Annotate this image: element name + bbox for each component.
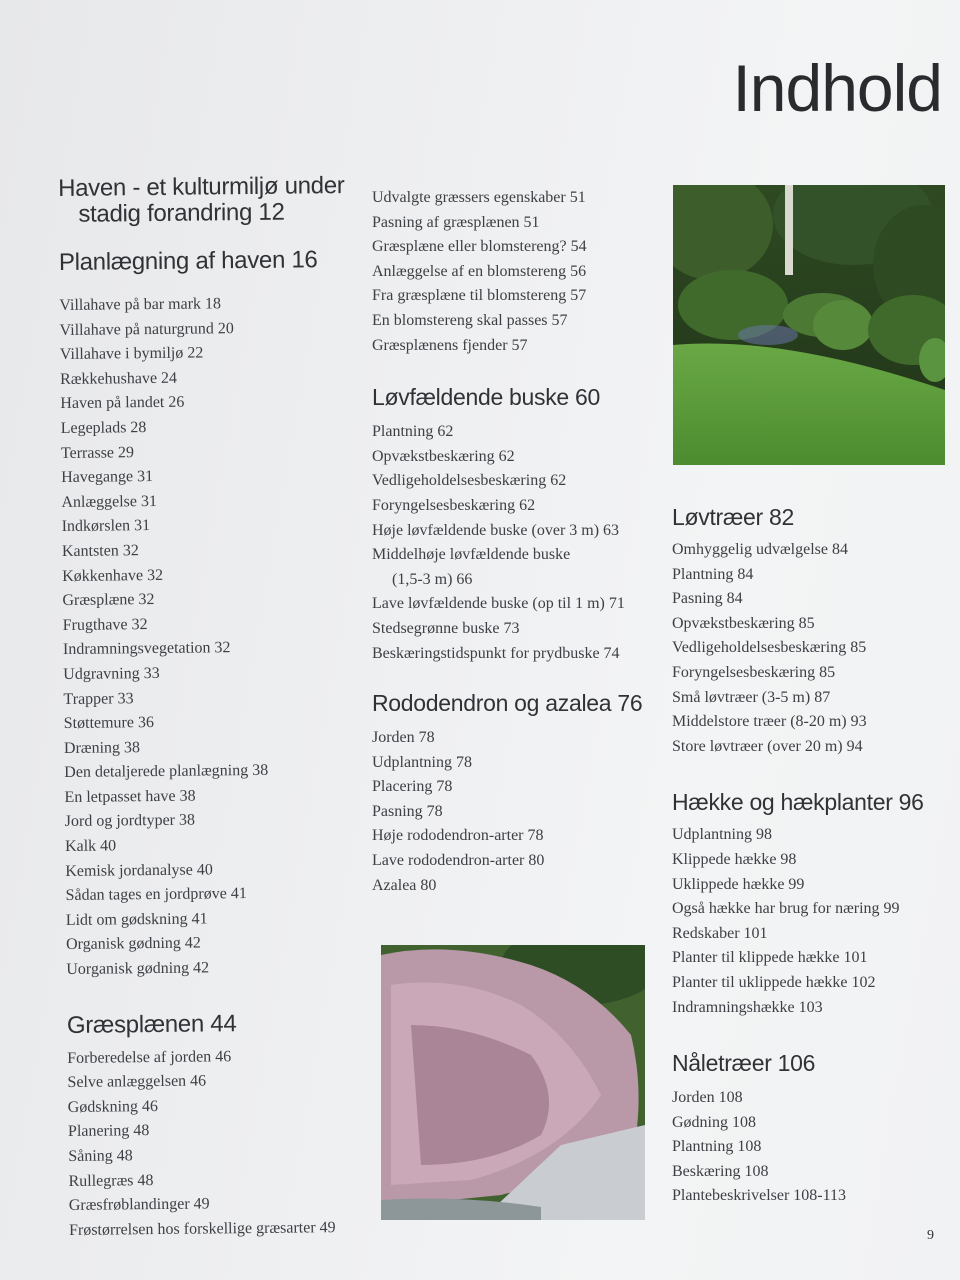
toc-list	[67, 1043, 379, 1243]
toc-entry: Jorden 78	[372, 729, 435, 747]
toc-entry: Frugthave 32	[62, 615, 148, 634]
section-heading: Græsplænen 44	[66, 1009, 237, 1039]
toc-list	[372, 726, 652, 898]
toc-entry: Indkørslen 31	[61, 517, 151, 536]
toc-entry: Udvalgte græssers egenskaber 51	[372, 189, 586, 206]
section-heading: Løvfældende buske 60	[372, 384, 600, 411]
toc-entry: Udgravning 33	[63, 664, 160, 683]
toc-entry: Jord og jordtyper 38	[64, 812, 196, 831]
toc-entry: Uorganisk gødning 42	[66, 959, 210, 978]
toc-entry: Såning 48	[68, 1147, 133, 1165]
toc-entry: Anlæggelse af en blomstereng 56	[372, 262, 587, 280]
toc-entry: Terrasse 29	[60, 443, 135, 462]
toc-entry: Placering 78	[372, 778, 453, 796]
section-heading: Planlægning af haven 16	[58, 246, 318, 276]
toc-entry: Planter til klippede hække 101	[672, 949, 868, 967]
toc-entry: Plantning 108	[672, 1138, 762, 1156]
toc-entry: Udplantning 98	[672, 826, 772, 844]
section-heading: Nåletræer 106	[672, 1050, 816, 1077]
toc-entry: Den detaljerede planlægning 38	[64, 762, 269, 782]
toc-entry: Støttemure 36	[63, 714, 155, 733]
toc-entry: Plantning 84	[672, 565, 754, 583]
page-title: Indhold	[732, 51, 942, 125]
section-heading-line: Haven - et kulturmiljø under	[57, 172, 345, 202]
toc-entry: Vedligeholdelsesbeskæring 62	[372, 472, 567, 490]
toc-entry: Græsplæne 32	[62, 591, 155, 610]
toc-entry: Kalk 40	[64, 837, 117, 856]
section-heading: Løvtræer 82	[672, 504, 794, 530]
toc-entry: Kantsten 32	[61, 542, 139, 560]
toc-entry: Planter til uklippede hække 102	[672, 973, 876, 991]
toc-entry: Vedligeholdelsesbeskæring 85	[672, 639, 867, 657]
toc-entry: Villahave på naturgrund 20	[59, 319, 234, 339]
toc-entry: Gødning 108	[672, 1113, 756, 1131]
toc-entry: Trapper 33	[63, 689, 134, 708]
toc-entry: Køkkenhave 32	[62, 566, 164, 585]
toc-list	[372, 186, 652, 358]
toc-entry: Forberedelse af jorden 46	[67, 1047, 232, 1067]
toc-entry: Middelstore træer (8-20 m) 93	[672, 713, 867, 731]
toc-entry: Plantebeskrivelser 108-113	[672, 1187, 847, 1205]
toc-entry: Indramningsvegetation 32	[62, 639, 231, 659]
toc-entry: Rullegræs 48	[68, 1171, 154, 1190]
toc-entry: Græsplænens fjender 57	[372, 336, 528, 354]
toc-entry: Udplantning 78	[372, 753, 472, 771]
toc-column-2	[372, 186, 652, 898]
toc-entry: Frøstørrelsen hos forskellige græsarter 49	[68, 1218, 336, 1239]
toc-entry: Azalea 80	[372, 876, 437, 894]
toc-entry: Pasning af græsplænen 51	[372, 213, 540, 231]
toc-entry: Gødskning 46	[67, 1097, 159, 1116]
toc-entry: Sådan tages en jordprøve 41	[65, 885, 247, 905]
section-heading-line: stadig forandring 12	[78, 198, 285, 228]
toc-entry: Middelhøje løvfældende buske	[372, 546, 571, 564]
page-number: 9	[927, 1228, 934, 1243]
toc-entry: Opvækstbeskæring 85	[672, 614, 815, 632]
section-heading: Hække og hækplanter 96	[672, 789, 924, 816]
toc-entry: Villahave på bar mark 18	[59, 295, 222, 314]
toc-entry: Pasning 78	[372, 802, 443, 820]
toc-entry: Små løvtræer (3-5 m) 87	[672, 688, 831, 706]
toc-entry: Lidt om gødskning 41	[65, 910, 208, 929]
section-heading: Rododendron og azalea 76	[372, 690, 643, 717]
toc-entry: Lave rododendron-arter 80	[372, 852, 545, 870]
garden-lawn-photo	[673, 185, 945, 465]
toc-entry: Opvækstbeskæring 62	[372, 447, 515, 465]
toc-entry: Selve anlæggelsen 46	[67, 1072, 207, 1092]
toc-entry: Haven på landet 26	[60, 394, 185, 413]
toc-entry: Lave løvfældende buske (op til 1 m) 71	[372, 595, 625, 613]
toc-entry: En letpasset have 38	[64, 787, 196, 806]
toc-entry: Store løvtræer (over 20 m) 94	[672, 737, 863, 755]
toc-list	[672, 538, 952, 759]
toc-entry: Høje rododendron-arter 78	[372, 827, 544, 845]
toc-entry: Beskæringstidspunkt for prydbuske 74	[372, 644, 620, 662]
toc-entry: Græsfrøblandinger 49	[68, 1195, 210, 1215]
toc-entry: Indramningshække 103	[672, 998, 823, 1016]
flowering-shrub-photo	[381, 945, 645, 1220]
toc-entry: Græsplæne eller blomstereng? 54	[372, 238, 587, 256]
toc-entry: Omhyggelig udvælgelse 84	[672, 541, 848, 558]
toc-entry: Foryngelsesbeskæring 62	[372, 496, 536, 514]
section-heading	[58, 173, 369, 228]
toc-entry: Legeplads 28	[60, 419, 147, 437]
toc-entry: Havegange 31	[61, 468, 154, 487]
toc-entry: Stedsegrønne buske 73	[372, 619, 520, 637]
toc-entry: (1,5-3 m) 66	[392, 570, 473, 588]
toc-entry: Pasning 84	[672, 590, 743, 608]
toc-entry: Redskaber 101	[672, 924, 768, 942]
toc-entry: Beskæring 108	[672, 1162, 769, 1180]
toc-entry: Høje løvfældende buske (over 3 m) 63	[372, 521, 620, 539]
toc-entry: Uklippede hække 99	[672, 875, 805, 893]
toc-entry: Organisk gødning 42	[65, 934, 201, 954]
toc-entry: Foryngelsesbeskæring 85	[672, 663, 836, 681]
toc-entry: Anlæggelse 31	[61, 492, 158, 511]
toc-list	[372, 420, 652, 666]
toc-entry: Klippede hække 98	[672, 850, 797, 868]
toc-entry: Villahave i bymiljø 22	[59, 344, 204, 364]
toc-entry: Også hække har brug for næring 99	[672, 900, 900, 918]
toc-entry: Kemisk jordanalyse 40	[65, 861, 213, 880]
toc-entry: Planering 48	[67, 1122, 150, 1141]
toc-entry: Plantning 62	[372, 423, 454, 441]
toc-list	[672, 1086, 952, 1209]
toc-entry: Dræning 38	[63, 738, 141, 757]
toc-column-3	[672, 504, 952, 1209]
toc-entry: Jorden 108	[672, 1089, 743, 1107]
toc-entry: En blomstereng skal passes 57	[372, 311, 568, 329]
toc-column-1	[58, 173, 379, 1244]
toc-entry: Rækkehushave 24	[60, 369, 178, 388]
toc-list	[59, 291, 376, 983]
toc-list	[672, 823, 952, 1020]
toc-entry: Fra græsplæne til blomstereng 57	[372, 287, 587, 305]
